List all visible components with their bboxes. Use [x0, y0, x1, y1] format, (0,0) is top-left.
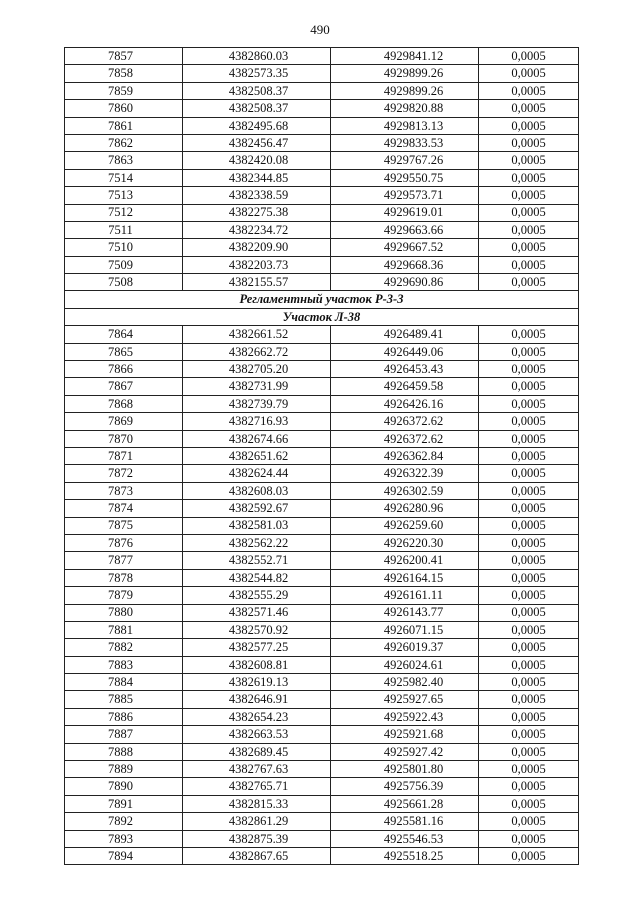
x-coordinate-cell: 4382234.72: [183, 221, 331, 238]
table-row: [65, 430, 579, 447]
table-row: [65, 465, 579, 482]
value-cell: 0,0005: [479, 743, 579, 760]
table-row: [65, 100, 579, 117]
table-row: [65, 187, 579, 204]
value-cell: 0,0005: [479, 813, 579, 830]
x-coordinate-cell: 4382508.37: [183, 100, 331, 117]
table-row: [65, 761, 579, 778]
value-cell: 0,0005: [479, 48, 579, 65]
value-cell: 0,0005: [479, 82, 579, 99]
point-cell: 7867: [65, 378, 183, 395]
y-coordinate-cell: 4926280.96: [331, 500, 479, 517]
value-cell: 0,0005: [479, 65, 579, 82]
point-cell: 7864: [65, 326, 183, 343]
x-coordinate-cell: 4382577.25: [183, 639, 331, 656]
point-cell: 7877: [65, 552, 183, 569]
table-body-bottom: [65, 326, 579, 865]
table-row: [65, 152, 579, 169]
x-coordinate-cell: 4382581.03: [183, 517, 331, 534]
section-row: [65, 291, 579, 308]
table-row: [65, 482, 579, 499]
x-coordinate-cell: 4382646.91: [183, 691, 331, 708]
x-coordinate-cell: 4382654.23: [183, 708, 331, 725]
point-cell: 7885: [65, 691, 183, 708]
x-coordinate-cell: 4382544.82: [183, 569, 331, 586]
value-cell: 0,0005: [479, 534, 579, 551]
value-cell: 0,0005: [479, 500, 579, 517]
value-cell: 0,0005: [479, 795, 579, 812]
x-coordinate-cell: 4382624.44: [183, 465, 331, 482]
x-coordinate-cell: 4382662.72: [183, 343, 331, 360]
point-cell: 7513: [65, 187, 183, 204]
table-row: [65, 778, 579, 795]
table-row: [65, 204, 579, 221]
y-coordinate-cell: 4926453.43: [331, 361, 479, 378]
value-cell: 0,0005: [479, 761, 579, 778]
table-body-top: [65, 48, 579, 291]
y-coordinate-cell: 4926071.15: [331, 621, 479, 638]
value-cell: 0,0005: [479, 847, 579, 864]
table-row: [65, 274, 579, 291]
x-coordinate-cell: 4382155.57: [183, 274, 331, 291]
table-row: [65, 378, 579, 395]
table-row: [65, 830, 579, 847]
point-cell: 7862: [65, 134, 183, 151]
point-cell: 7508: [65, 274, 183, 291]
table-row: [65, 517, 579, 534]
x-coordinate-cell: 4382203.73: [183, 256, 331, 273]
value-cell: 0,0005: [479, 778, 579, 795]
value-cell: 0,0005: [479, 674, 579, 691]
value-cell: 0,0005: [479, 361, 579, 378]
x-coordinate-cell: 4382860.03: [183, 48, 331, 65]
point-cell: 7858: [65, 65, 183, 82]
point-cell: 7884: [65, 674, 183, 691]
value-cell: 0,0005: [479, 117, 579, 134]
y-coordinate-cell: 4926426.16: [331, 395, 479, 412]
x-coordinate-cell: 4382456.47: [183, 134, 331, 151]
value-cell: 0,0005: [479, 256, 579, 273]
value-cell: 0,0005: [479, 100, 579, 117]
y-coordinate-cell: 4926362.84: [331, 447, 479, 464]
x-coordinate-cell: 4382344.85: [183, 169, 331, 186]
table-row: [65, 48, 579, 65]
value-cell: 0,0005: [479, 708, 579, 725]
x-coordinate-cell: 4382571.46: [183, 604, 331, 621]
table-row: [65, 743, 579, 760]
value-cell: 0,0005: [479, 413, 579, 430]
y-coordinate-cell: 4929573.71: [331, 187, 479, 204]
table-row: [65, 413, 579, 430]
x-coordinate-cell: 4382573.35: [183, 65, 331, 82]
x-coordinate-cell: 4382608.81: [183, 656, 331, 673]
x-coordinate-cell: 4382767.63: [183, 761, 331, 778]
x-coordinate-cell: 4382508.37: [183, 82, 331, 99]
value-cell: 0,0005: [479, 830, 579, 847]
point-cell: 7872: [65, 465, 183, 482]
value-cell: 0,0005: [479, 221, 579, 238]
y-coordinate-cell: 4925921.68: [331, 726, 479, 743]
x-coordinate-cell: 4382739.79: [183, 395, 331, 412]
section-title: Регламентный участок Р-3-3: [65, 291, 579, 308]
x-coordinate-cell: 4382209.90: [183, 239, 331, 256]
point-cell: 7887: [65, 726, 183, 743]
point-cell: 7891: [65, 795, 183, 812]
y-coordinate-cell: 4926220.30: [331, 534, 479, 551]
value-cell: 0,0005: [479, 639, 579, 656]
value-cell: 0,0005: [479, 152, 579, 169]
table-row: [65, 847, 579, 864]
point-cell: 7873: [65, 482, 183, 499]
value-cell: 0,0005: [479, 621, 579, 638]
table-row: [65, 534, 579, 551]
y-coordinate-cell: 4925581.16: [331, 813, 479, 830]
value-cell: 0,0005: [479, 447, 579, 464]
table-row: [65, 221, 579, 238]
y-coordinate-cell: 4925546.53: [331, 830, 479, 847]
point-cell: 7881: [65, 621, 183, 638]
point-cell: 7880: [65, 604, 183, 621]
value-cell: 0,0005: [479, 274, 579, 291]
point-cell: 7865: [65, 343, 183, 360]
x-coordinate-cell: 4382663.53: [183, 726, 331, 743]
y-coordinate-cell: 4926302.59: [331, 482, 479, 499]
x-coordinate-cell: 4382338.59: [183, 187, 331, 204]
y-coordinate-cell: 4926161.11: [331, 587, 479, 604]
y-coordinate-cell: 4929619.01: [331, 204, 479, 221]
x-coordinate-cell: 4382495.68: [183, 117, 331, 134]
point-cell: 7882: [65, 639, 183, 656]
point-cell: 7866: [65, 361, 183, 378]
y-coordinate-cell: 4926372.62: [331, 413, 479, 430]
point-cell: 7888: [65, 743, 183, 760]
y-coordinate-cell: 4925661.28: [331, 795, 479, 812]
value-cell: 0,0005: [479, 517, 579, 534]
table-row: [65, 674, 579, 691]
table-row: [65, 813, 579, 830]
point-cell: 7894: [65, 847, 183, 864]
x-coordinate-cell: 4382674.66: [183, 430, 331, 447]
value-cell: 0,0005: [479, 465, 579, 482]
section-headers: [65, 291, 579, 326]
x-coordinate-cell: 4382861.29: [183, 813, 331, 830]
table-row: [65, 395, 579, 412]
value-cell: 0,0005: [479, 378, 579, 395]
table-row: [65, 604, 579, 621]
coordinates-table: [64, 47, 579, 865]
y-coordinate-cell: 4929813.13: [331, 117, 479, 134]
table-row: [65, 361, 579, 378]
y-coordinate-cell: 4926259.60: [331, 517, 479, 534]
table-row: [65, 656, 579, 673]
table-row: [65, 639, 579, 656]
y-coordinate-cell: 4925756.39: [331, 778, 479, 795]
y-coordinate-cell: 4926372.62: [331, 430, 479, 447]
x-coordinate-cell: 4382552.71: [183, 552, 331, 569]
value-cell: 0,0005: [479, 552, 579, 569]
point-cell: 7886: [65, 708, 183, 725]
point-cell: 7860: [65, 100, 183, 117]
point-cell: 7514: [65, 169, 183, 186]
y-coordinate-cell: 4926019.37: [331, 639, 479, 656]
point-cell: 7878: [65, 569, 183, 586]
table-row: [65, 117, 579, 134]
table-row: [65, 447, 579, 464]
x-coordinate-cell: 4382420.08: [183, 152, 331, 169]
table-row: [65, 500, 579, 517]
x-coordinate-cell: 4382689.45: [183, 743, 331, 760]
y-coordinate-cell: 4929767.26: [331, 152, 479, 169]
y-coordinate-cell: 4929550.75: [331, 169, 479, 186]
y-coordinate-cell: 4929667.52: [331, 239, 479, 256]
y-coordinate-cell: 4926164.15: [331, 569, 479, 586]
y-coordinate-cell: 4926200.41: [331, 552, 479, 569]
x-coordinate-cell: 4382765.71: [183, 778, 331, 795]
point-cell: 7876: [65, 534, 183, 551]
value-cell: 0,0005: [479, 395, 579, 412]
table-row: [65, 256, 579, 273]
y-coordinate-cell: 4925801.80: [331, 761, 479, 778]
y-coordinate-cell: 4926143.77: [331, 604, 479, 621]
value-cell: 0,0005: [479, 482, 579, 499]
value-cell: 0,0005: [479, 326, 579, 343]
point-cell: 7890: [65, 778, 183, 795]
value-cell: 0,0005: [479, 239, 579, 256]
table-row: [65, 795, 579, 812]
y-coordinate-cell: 4929899.26: [331, 82, 479, 99]
table-row: [65, 708, 579, 725]
value-cell: 0,0005: [479, 726, 579, 743]
point-cell: 7874: [65, 500, 183, 517]
x-coordinate-cell: 4382716.93: [183, 413, 331, 430]
table-row: [65, 82, 579, 99]
y-coordinate-cell: 4925922.43: [331, 708, 479, 725]
y-coordinate-cell: 4925518.25: [331, 847, 479, 864]
y-coordinate-cell: 4925927.42: [331, 743, 479, 760]
value-cell: 0,0005: [479, 656, 579, 673]
table-row: [65, 552, 579, 569]
x-coordinate-cell: 4382875.39: [183, 830, 331, 847]
y-coordinate-cell: 4929820.88: [331, 100, 479, 117]
y-coordinate-cell: 4925927.65: [331, 691, 479, 708]
table-row: [65, 621, 579, 638]
value-cell: 0,0005: [479, 569, 579, 586]
x-coordinate-cell: 4382570.92: [183, 621, 331, 638]
value-cell: 0,0005: [479, 204, 579, 221]
y-coordinate-cell: 4926449.06: [331, 343, 479, 360]
x-coordinate-cell: 4382661.52: [183, 326, 331, 343]
page-number: 490: [310, 22, 330, 37]
value-cell: 0,0005: [479, 187, 579, 204]
table-row: [65, 65, 579, 82]
value-cell: 0,0005: [479, 134, 579, 151]
y-coordinate-cell: 4929668.36: [331, 256, 479, 273]
point-cell: 7869: [65, 413, 183, 430]
value-cell: 0,0005: [479, 691, 579, 708]
x-coordinate-cell: 4382562.22: [183, 534, 331, 551]
x-coordinate-cell: 4382608.03: [183, 482, 331, 499]
subsection-title: Участок Л-38: [65, 308, 579, 325]
point-cell: 7863: [65, 152, 183, 169]
x-coordinate-cell: 4382867.65: [183, 847, 331, 864]
point-cell: 7871: [65, 447, 183, 464]
point-cell: 7879: [65, 587, 183, 604]
point-cell: 7509: [65, 256, 183, 273]
x-coordinate-cell: 4382651.62: [183, 447, 331, 464]
value-cell: 0,0005: [479, 430, 579, 447]
point-cell: 7859: [65, 82, 183, 99]
table-row: [65, 691, 579, 708]
y-coordinate-cell: 4926489.41: [331, 326, 479, 343]
point-cell: 7875: [65, 517, 183, 534]
y-coordinate-cell: 4929663.66: [331, 221, 479, 238]
table-row: [65, 569, 579, 586]
x-coordinate-cell: 4382592.67: [183, 500, 331, 517]
point-cell: 7511: [65, 221, 183, 238]
y-coordinate-cell: 4926459.58: [331, 378, 479, 395]
point-cell: 7889: [65, 761, 183, 778]
x-coordinate-cell: 4382705.20: [183, 361, 331, 378]
point-cell: 7512: [65, 204, 183, 221]
y-coordinate-cell: 4929841.12: [331, 48, 479, 65]
point-cell: 7883: [65, 656, 183, 673]
x-coordinate-cell: 4382731.99: [183, 378, 331, 395]
table-row: [65, 326, 579, 343]
table-row: [65, 587, 579, 604]
x-coordinate-cell: 4382815.33: [183, 795, 331, 812]
point-cell: 7892: [65, 813, 183, 830]
subsection-row: [65, 308, 579, 325]
point-cell: 7870: [65, 430, 183, 447]
y-coordinate-cell: 4929833.53: [331, 134, 479, 151]
table-row: [65, 239, 579, 256]
table-row: [65, 343, 579, 360]
value-cell: 0,0005: [479, 587, 579, 604]
x-coordinate-cell: 4382619.13: [183, 674, 331, 691]
point-cell: 7861: [65, 117, 183, 134]
y-coordinate-cell: 4929690.86: [331, 274, 479, 291]
table-row: [65, 726, 579, 743]
point-cell: 7868: [65, 395, 183, 412]
value-cell: 0,0005: [479, 604, 579, 621]
point-cell: 7893: [65, 830, 183, 847]
point-cell: 7510: [65, 239, 183, 256]
y-coordinate-cell: 4929899.26: [331, 65, 479, 82]
table-row: [65, 134, 579, 151]
value-cell: 0,0005: [479, 169, 579, 186]
y-coordinate-cell: 4926322.39: [331, 465, 479, 482]
x-coordinate-cell: 4382275.38: [183, 204, 331, 221]
value-cell: 0,0005: [479, 343, 579, 360]
y-coordinate-cell: 4926024.61: [331, 656, 479, 673]
y-coordinate-cell: 4925982.40: [331, 674, 479, 691]
point-cell: 7857: [65, 48, 183, 65]
x-coordinate-cell: 4382555.29: [183, 587, 331, 604]
table-row: [65, 169, 579, 186]
